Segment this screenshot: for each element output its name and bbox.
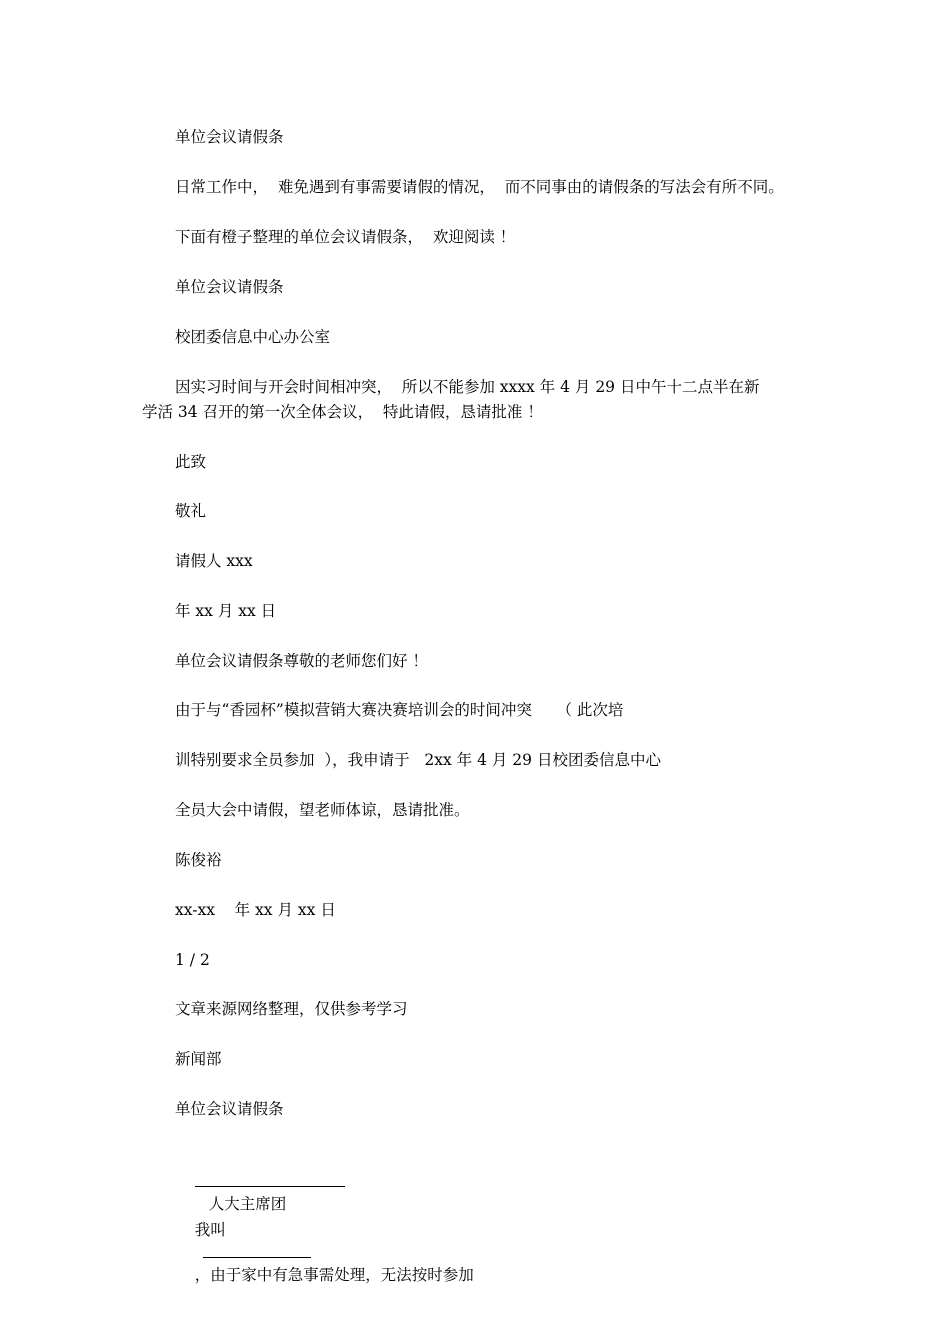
date-line: 年 xx 月 xx 日 [175,602,277,620]
source-note: 文章来源网络整理，仅供参考学习 [175,1000,408,1018]
signature: 陈俊裕 [175,851,222,869]
department: 新闻部 [175,1050,222,1068]
body-paragraph: 由于与“香园杯”模拟营销大赛决赛培训会的时间冲突 （ 此次培 [175,701,624,719]
fill-in-blank [195,1170,345,1187]
body-prefix: 我叫 [194,1221,226,1239]
signature: 请假人 xxx [175,552,253,570]
intro-paragraph: 下面有橙子整理的单位会议请假条， 欢迎阅读 ！ [175,228,516,246]
body-paragraph: 因实习时间与开会时间相冲突， 所以不能参加 xxxx 年 4 月 29 日中午十二点半在新 [175,378,760,396]
body-suffix: ，由于家中有急事需处理，无法按时参加 [194,1266,474,1284]
recipient: 校团委信息中心办公室 [175,328,331,346]
intro-paragraph: 日常工作中， 难免遇到有事需要请假的情况， 而不同事由的请假条的写法会有所不同。 [175,178,784,196]
section-heading: 单位会议请假条 [175,278,284,296]
fill-in-blank [203,1241,311,1258]
body-paragraph [175,1197,474,1308]
closing: 此致 [175,453,207,471]
body-paragraph: 训特别要求全员参加 ），我申请于 2xx 年 4 月 29 日校团委信息中心 [175,751,661,769]
closing: 敬礼 [175,502,207,520]
doc-title: 单位会议请假条 [175,128,284,146]
body-paragraph: 学活 34 召开的第一次全体会议， 特此请假，恳请批准 ！ [142,403,543,421]
recipient: 人大主席团 [208,1195,287,1213]
page-number: 1 / 2 [175,951,210,969]
date-line: xx-xx 年 xx 月 xx 日 [175,901,336,919]
section-heading: 单位会议请假条 [175,1100,284,1118]
body-paragraph: 全员大会中请假，望老师体谅，恳请批准。 [175,801,470,819]
section-heading: 单位会议请假条尊敬的老师您们好 ！ [175,652,428,670]
